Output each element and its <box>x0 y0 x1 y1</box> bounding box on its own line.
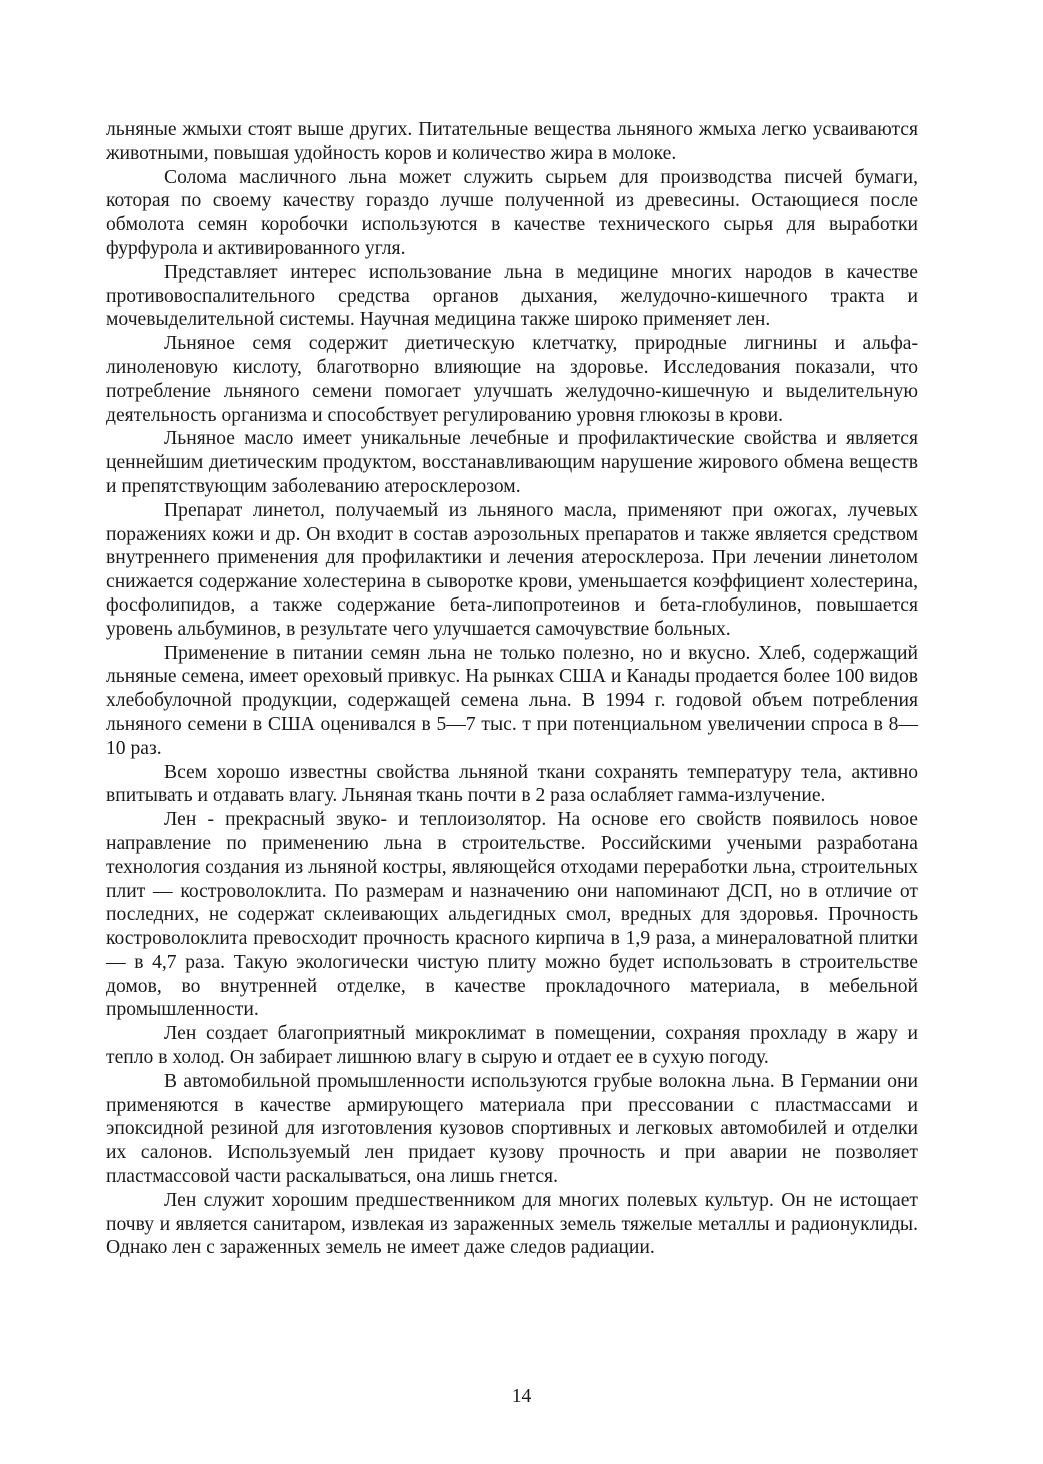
paragraph: Лен - прекрасный звуко- и теплоизолятор. На основе его свойств появилось новое направление по применению льна в строительстве. Российскими учеными разработана технология создания из льняной костры, являющейся отходами переработки льна, строительных плит — костроволоклита. По размерам и назначению они напоминают ДСП, но в отличие от последних, не содержат склеивающих альдегидных смол, вредных для здоровья. Прочность костроволоклита превосходит прочность красного кирпича в 1,9 раза, а минераловатной плитки — в 4,7 раза. Такую экологически чистую плиту можно будет использовать в строительстве домов, во внутренней отделке, в качестве прокладочного материала, в мебельной промышленности. <box>106 809 918 1021</box>
paragraph: льняные жмыхи стоят выше других. Питательные вещества льняного жмыха легко усваиваются животными, повышая удойность коров и количество жира в молоке. <box>106 119 918 164</box>
paragraph: Применение в питании семян льна не только полезно, но и вкусно. Хлеб, содержащий льняные семена, имеет ореховый привкус. На рынках США и Канады продается более 100 видов хлебобулочной продукции, содержащей семена льна. В 1994 г. годовой объем потребления льняного семени в США оценивался в 5—7 тыс. т при потенциальном увеличении спроса в 8—10 раз. <box>106 642 918 759</box>
paragraph: В автомобильной промышленности используются грубые волокна льна. В Германии они применяются в качестве армирующего материала при прессовании с пластмассами и эпоксидной резиной для изготовления кузовов спортивных и легковых автомобилей и отделки их салонов. Используемый лен придает кузову прочность и при аварии не позволяет пластмассовой части раскалываться, она лишь гнется. <box>106 1070 918 1188</box>
paragraph: Льняное масло имеет уникальные лечебные и профилактические свойства и является ценнейшим диетическим продуктом, восстанавливающим нарушение жирового обмена веществ и препятствующим заболеванию атеросклерозом. <box>106 428 918 497</box>
paragraph: Представляет интерес использование льна в медицине многих народов в качестве противовоспалительного средства органов дыхания, желудочно-кишечного тракта и мочевыделительной системы. Научная медицина также широко применяет лен. <box>106 261 918 331</box>
paragraph: Солома масличного льна может служить сырьем для производства писчей бумаги, которая по своему качеству гораздо лучше полученной из древесины. Остающиеся после обмолота семян коробочки используются в качестве технического сырья для выработки фурфурола и активированного угля. <box>106 166 918 259</box>
paragraph: Всем хорошо известны свойства льняной ткани сохранять температуру тела, активно впитывать и отдавать влагу. Льняная ткань почти в 2 раза ослабляет гамма-излучение. <box>106 761 918 807</box>
page-number: 14 <box>511 1386 532 1407</box>
paragraph: Льняное семя содержит диетическую клетчатку, природные лигнины и альфа-линоленовую кислоту, благотворно влияющие на здоровье. Исследования показали, что потребление льняного семени помогает улучшать желудочно-кишечную и выделительную деятельность организма и способствует регулированию уровня глюкозы в крови. <box>106 333 918 426</box>
paragraph: Препарат линетол, получаемый из льняного масла, применяют при ожогах, лучевых поражениях кожи и др. Он входит в состав аэрозольных препаратов и также является средством внутреннего применения для профилактики и лечения атеросклероза. При лечении линетолом снижается содержание холестерина в сыворотке крови, уменьшается коэффициент холестерина, фосфолипидов, а также содержание бета-липопротеинов и бета-глобулинов, повышается уровень альбуминов, в результате чего улучшается самочувствие больных. <box>106 499 918 640</box>
paragraph: Лен служит хорошим предшественником для многих полевых культур. Он не истощает почву и является санитаром, извлекая из зараженных земель тяжелые металлы и радионуклиды. Однако лен с зараженных земель не имеет даже следов радиации. <box>106 1189 918 1259</box>
paragraph: Лен создает благоприятный микроклимат в помещении, сохраняя прохладу в жару и тепло в холод. Он забирает лишнюю влагу в сырую и отдает ее в сухую погоду. <box>106 1023 918 1069</box>
page-body <box>106 118 918 1260</box>
